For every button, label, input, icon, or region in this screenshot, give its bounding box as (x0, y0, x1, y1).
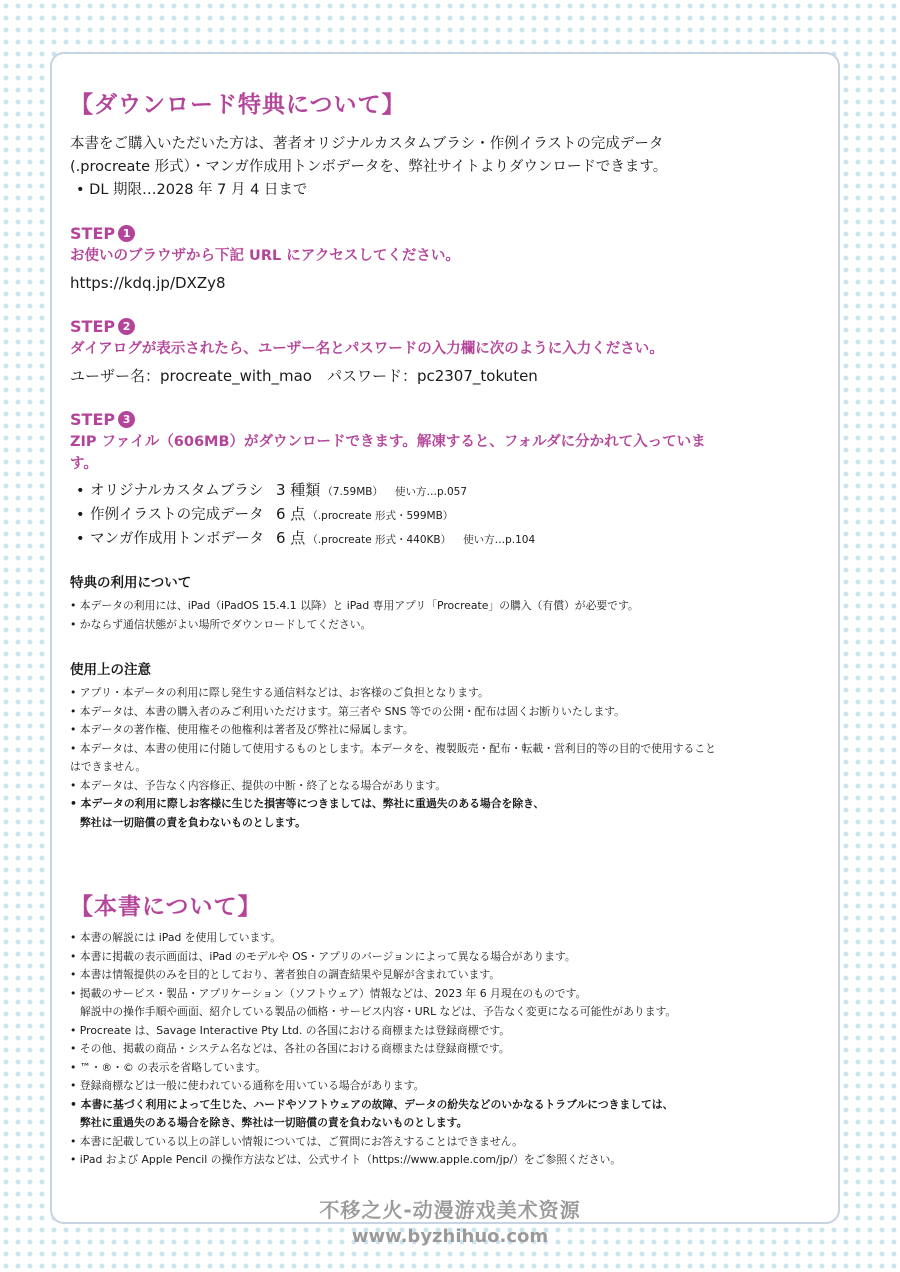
usage-title: 特典の利用について (70, 575, 192, 591)
caution-title: 使用上の注意 (70, 662, 151, 678)
download-section-title: 【ダウンロード特典について】 (70, 92, 406, 118)
step-label: STEP (70, 224, 116, 243)
note-text: • 本データの著作権、使用権その他権利は著者及び弊社に帰属します。 (70, 723, 414, 736)
download-url[interactable]: https://kdq.jp/DXZy8 (70, 274, 226, 292)
note-item: • かならず通信状態がよい場所でダウンロードしてください。 (70, 617, 372, 631)
credentials: ユーザー名：procreate_with_mao パスワード：pc2307_tokuten (70, 367, 538, 385)
note-item (70, 721, 730, 740)
note-text: • 本書に掲載の表示画面は、iPad のモデルや OS・アプリのバージョンによって異なる場合があります。 (70, 949, 576, 963)
note-item (70, 985, 730, 1022)
intro-line-2: (.procreate 形式）・マンガ作成用トンボデータを、弊社サイトよりダウンロードできます。 (70, 159, 668, 175)
note-item (70, 684, 730, 703)
book-section (70, 888, 730, 1170)
note-text: • ™・®・© の表示を省略しています。 (70, 1060, 266, 1074)
note-text: • 本データは、予告なく内容修正、提供の中断・終了となる場合があります。 (70, 778, 447, 792)
step-description: お使いのブラウザから下記 URL にアクセスしてください。 (70, 248, 460, 264)
note-text: • 本データの利用に際しお客様に生じた損害等につきましては、弊社に重過失のある場合を除き、 (70, 797, 545, 810)
note-item (70, 1059, 730, 1078)
step-number-icon: 3 (118, 411, 135, 428)
note-text: • Procreate は、Savage Interactive Pty Ltd. の各国における商標または登録商標です。 (70, 1023, 511, 1037)
book-notes (70, 929, 730, 1170)
note-text: • 本書に記載している以上の詳しい情報については、ご質問にお答えすることはできません。 (70, 1134, 523, 1148)
step-heading (70, 224, 730, 243)
note-item (70, 948, 730, 967)
file-count: 6 点 (276, 505, 306, 523)
step-label: STEP (70, 317, 116, 336)
note-continuation: はできません。 (70, 760, 147, 773)
note-continuation: 弊社は一切賠償の責を負わないものとします。 (80, 815, 306, 829)
note-item (70, 703, 730, 722)
step-label: STEP (70, 410, 116, 429)
note-text: • 本データは、本書の購入者のみご利用いただけます。第三者や SNS 等での公開・配布は固くお断りいたします。 (70, 704, 625, 718)
watermark-title: 不移之火-动漫游戏美术资源 (319, 1198, 581, 1222)
file-detail: （.procreate 形式・440KB） (307, 534, 452, 546)
intro-line-1: 本書をご購入いただいた方は、著者オリジナルカスタムブラシ・作例イラストの完成データ (70, 136, 664, 152)
file-name: マンガ作成用トンボデータ (90, 531, 264, 547)
file-item (70, 527, 730, 551)
step-heading (70, 317, 730, 336)
note-item (70, 1040, 730, 1059)
book-section-title: 【本書について】 (70, 894, 262, 920)
note-text: • アプリ・本データの利用に際し発生する通信料などは、お客様のご負担となります。 (70, 686, 489, 699)
bullet: • (76, 507, 85, 523)
note-text: • 本データは、本書の使用に付随して使用するものとします。本データを、複製販売・配布・転載・営利目的等の目的で使用すること (70, 741, 716, 755)
step-description: ZIP ファイル（606MB）がダウンロードできます。解凍すると、フォルダに分かれて入っています。 (70, 434, 706, 472)
file-name: オリジナルカスタムブラシ (90, 483, 264, 499)
step-number-icon: 1 (118, 225, 135, 242)
note-continuation: 解説中の操作手順や画面、紹介している製品の価格・サービス内容・URL などは、予告なく変更になる可能性があります。 (80, 1005, 677, 1018)
note-continuation: 弊社に重過失のある場合を除き、弊社は一切賠償の責を負わないものとします。 (80, 1116, 468, 1129)
note-item (70, 1133, 730, 1152)
note-text: • 本書の解説には iPad を使用しています。 (70, 931, 282, 944)
note-item (70, 740, 730, 777)
step-description: ダイアログが表示されたら、ユーザー名とパスワードの入力欄に次のように入力ください。 (70, 341, 664, 357)
step-heading (70, 410, 730, 429)
file-list (70, 479, 730, 551)
note-text: • 登録商標などは一般に使われている通称を用いている場合があります。 (70, 1079, 425, 1092)
note-text: • 本書に基づく利用によって生じた、ハードやソフトウェアの故障、データの紛失などのいかなるトラブルにつきましては、 (70, 1097, 674, 1111)
file-usage: 使い方…p.104 (463, 534, 536, 546)
bullet: • (76, 483, 85, 499)
file-usage: 使い方…p.057 (394, 486, 468, 498)
note-text: • その他、掲載の商品・システム名などは、各社の各国における商標または登録商標です。 (70, 1042, 510, 1055)
step-3 (70, 410, 730, 551)
note-item (70, 777, 730, 796)
dl-deadline: • DL 期限…2028 年 7 月 4 日まで (76, 182, 308, 198)
file-detail: （.procreate 形式・599MB） (307, 510, 454, 522)
file-item (70, 503, 730, 527)
bullet: • (76, 531, 85, 547)
note-item (70, 1022, 730, 1041)
caution-notes (70, 684, 730, 832)
note-item: • 本データの利用には、iPad（iPadOS 15.4.1 以降）と iPad 専用アプリ「Procreate」の購入（有償）が必要です。 (70, 599, 639, 612)
watermark-url: www.byzhihuo.com (351, 1226, 549, 1247)
note-item (70, 1151, 730, 1170)
file-detail: （7.59MB） (322, 486, 383, 498)
note-text: • 掲載のサービス・製品・アプリケーション（ソフトウェア）情報などは、2023 年 6 月現在のものです。 (70, 986, 587, 1000)
note-text: • 本書は情報提供のみを目的としており、著者独自の調査結果や見解が含まれています。 (70, 968, 501, 981)
file-name: 作例イラストの完成データ (90, 507, 264, 523)
usage-notes (70, 597, 730, 634)
step-number-icon: 2 (118, 318, 135, 335)
file-count: 3 種類 (276, 481, 321, 499)
note-item (70, 1096, 730, 1133)
note-item (70, 929, 730, 948)
note-item (70, 1077, 730, 1096)
file-item (70, 479, 730, 503)
note-item (70, 795, 730, 832)
step-2 (70, 317, 730, 388)
step-1 (70, 224, 730, 295)
page-content (70, 86, 730, 1170)
note-text: • iPad および Apple Pencil の操作方法などは、公式サイト（https://www.apple.com/jp/）をご参照ください。 (70, 1153, 622, 1166)
note-item (70, 966, 730, 985)
file-count: 6 点 (276, 529, 306, 547)
